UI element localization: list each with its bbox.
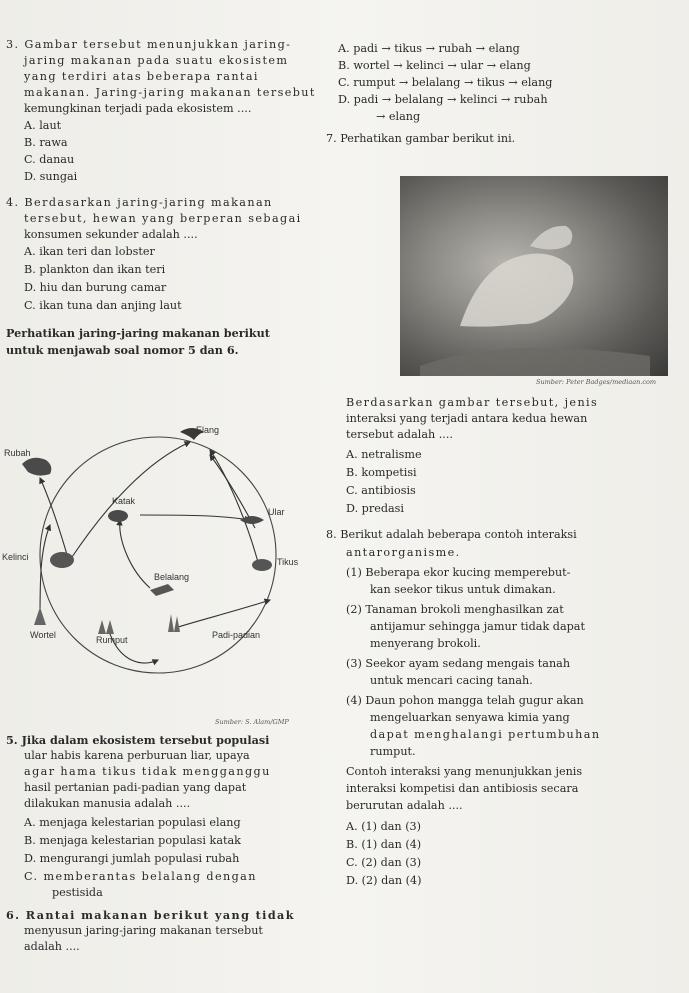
q8-line-13: rumput. bbox=[370, 745, 416, 758]
photo-caption: Sumber: Peter Badges/mediaan.com bbox=[536, 378, 657, 386]
q5-option-a[interactable]: A. menjaga kelestarian populasi elang bbox=[24, 816, 241, 829]
q4-line-1: 4. Berdasarkan jaring-jaring makanan bbox=[6, 196, 273, 209]
padi-icon bbox=[168, 614, 180, 632]
q8-line-12: dapat menghalangi pertumbuhan bbox=[370, 728, 601, 741]
q3-option-b[interactable]: B. rawa bbox=[24, 136, 68, 149]
label-belalang: Belalang bbox=[154, 572, 190, 582]
q8-line-14: Contoh interaksi yang menunjukkan jenis bbox=[346, 765, 583, 778]
arrow-padi-tikus bbox=[175, 600, 270, 628]
q8-option-d[interactable]: D. (2) dan (4) bbox=[346, 874, 422, 887]
q3-line-1: 3. Gambar tersebut menunjukkan jaring- bbox=[6, 38, 292, 51]
q4-line-2: tersebut, hewan yang berperan sebagai bbox=[24, 212, 302, 225]
q6-line-1: 6. Rantai makanan berikut yang tidak bbox=[6, 908, 295, 922]
q8-line-5: (2) Tanaman brokoli menghasilkan zat bbox=[346, 603, 564, 616]
q7-line-1: 7. Perhatikan gambar berikut ini. bbox=[326, 132, 516, 145]
label-elang: Elang bbox=[196, 425, 220, 435]
label-ular: Ular bbox=[268, 507, 285, 517]
q6-line-2: menyusun jaring-jaring makanan tersebut bbox=[24, 924, 263, 937]
q8-option-b[interactable]: B. (1) dan (4) bbox=[346, 838, 422, 851]
q3-option-d[interactable]: D. sungai bbox=[24, 170, 78, 183]
q8-line-1: 8. Berikut adalah beberapa contoh interaksi bbox=[326, 528, 577, 541]
katak-icon bbox=[108, 510, 128, 522]
q4-option-c[interactable]: C. ikan tuna dan anjing laut bbox=[24, 299, 182, 312]
animal-shape bbox=[530, 226, 572, 250]
kelinci-icon bbox=[50, 552, 74, 568]
q8-line-9: untuk mencari cacing tanah. bbox=[370, 674, 533, 687]
rumput-icon bbox=[98, 620, 114, 634]
q8-line-16: berurutan adalah .... bbox=[346, 799, 463, 812]
belalang-icon bbox=[150, 584, 174, 596]
animal-shape bbox=[460, 254, 573, 327]
q4-option-b[interactable]: B. plankton dan ikan teri bbox=[24, 263, 166, 276]
q5-line-2: ular habis karena perburuan liar, upaya bbox=[24, 749, 250, 762]
q6-option-c[interactable]: C. rumput → belalang → tikus → elang bbox=[338, 76, 553, 89]
label-kelinci: Kelinci bbox=[2, 552, 29, 562]
label-katak: Katak bbox=[112, 496, 136, 506]
q5-line-4: hasil pertanian padi-padian yang dapat bbox=[24, 781, 247, 794]
q3-line-5: kemungkinan terjadi pada ekosistem .... bbox=[24, 102, 252, 115]
web-caption: Sumber: S. Alam/GMP bbox=[215, 718, 289, 726]
rubah-icon bbox=[22, 458, 51, 476]
q8-line-8: (3) Seekor ayam sedang mengais tanah bbox=[346, 657, 571, 670]
q3-line-3: yang terdiri atas beberapa rantai bbox=[24, 70, 259, 83]
q7-option-d[interactable]: D. predasi bbox=[346, 502, 404, 515]
q8-line-6: antijamur sehingga jamur tidak dapat bbox=[370, 620, 585, 633]
food-web-diagram bbox=[0, 420, 330, 720]
label-rumput: Rumput bbox=[96, 635, 128, 645]
q8-line-2: antarorganisme. bbox=[346, 546, 461, 559]
q6-option-d-cont: → elang bbox=[376, 110, 421, 123]
tikus-icon bbox=[252, 559, 272, 571]
q5-line-1: 5. Jika dalam ekosistem tersebut populasi bbox=[6, 733, 270, 747]
q6-option-b[interactable]: B. wortel → kelinci → ular → elang bbox=[338, 59, 531, 72]
q7-after-2: interaksi yang terjadi antara kedua hewan bbox=[346, 412, 588, 425]
ground-shape bbox=[420, 348, 650, 376]
q5-option-b[interactable]: B. menjaga kelestarian populasi katak bbox=[24, 834, 241, 847]
q4-option-d[interactable]: D. hiu dan burung camar bbox=[24, 281, 167, 294]
arrow-belalang-katak bbox=[120, 520, 150, 588]
arrow-tikus-elang bbox=[210, 450, 260, 570]
q8-option-a[interactable]: A. (1) dan (3) bbox=[346, 820, 422, 833]
q5-option-c-cont: pestisida bbox=[52, 886, 103, 899]
q8-line-4: kan seekor tikus untuk dimakan. bbox=[370, 583, 556, 596]
q7-option-b[interactable]: B. kompetisi bbox=[346, 466, 417, 479]
q8-line-15: interaksi kompetisi dan antibiosis secara bbox=[346, 782, 579, 795]
q3-option-a[interactable]: A. laut bbox=[24, 119, 62, 132]
q3-line-2: jaring makanan pada suatu ekosistem bbox=[24, 54, 289, 67]
interaction-photo bbox=[400, 176, 668, 376]
label-padi: Padi-padian bbox=[212, 630, 261, 640]
q6-option-a[interactable]: A. padi → tikus → rubah → elang bbox=[338, 42, 520, 55]
q3-line-4: makanan. Jaring-jaring makanan tersebut bbox=[24, 86, 316, 99]
q7-option-c[interactable]: C. antibiosis bbox=[346, 484, 416, 497]
label-tikus: Tikus bbox=[277, 557, 299, 567]
q5-option-c[interactable]: C. memberantas belalang dengan bbox=[24, 870, 257, 883]
q3-option-c[interactable]: C. danau bbox=[24, 153, 75, 166]
q7-after-3: tersebut adalah .... bbox=[346, 428, 453, 441]
q7-after-1: Berdasarkan gambar tersebut, jenis bbox=[346, 396, 599, 409]
instruction-line-2: untuk menjawab soal nomor 5 dan 6. bbox=[6, 343, 239, 357]
q6-option-d[interactable]: D. padi → belalang → kelinci → rubah bbox=[338, 93, 548, 106]
q8-line-7: menyerang brokoli. bbox=[370, 637, 481, 650]
q4-line-3: konsumen sekunder adalah .... bbox=[24, 228, 198, 241]
q5-option-d[interactable]: D. mengurangi jumlah populasi rubah bbox=[24, 852, 240, 865]
q8-option-c[interactable]: C. (2) dan (3) bbox=[346, 856, 422, 869]
arrow-katak-ular bbox=[140, 515, 250, 520]
label-wortel: Wortel bbox=[30, 630, 56, 640]
q7-option-a[interactable]: A. netralisme bbox=[346, 448, 422, 461]
label-rubah: Rubah bbox=[4, 448, 31, 458]
q8-line-11: mengeluarkan senyawa kimia yang bbox=[370, 711, 570, 724]
q8-line-10: (4) Daun pohon mangga telah gugur akan bbox=[346, 694, 584, 707]
q8-line-3: (1) Beberapa ekor kucing memperebut- bbox=[346, 566, 571, 579]
wortel-icon bbox=[34, 607, 46, 625]
q5-line-5: dilakukan manusia adalah .... bbox=[24, 797, 191, 810]
q4-option-a[interactable]: A. ikan teri dan lobster bbox=[24, 245, 155, 258]
q6-line-3: adalah .... bbox=[24, 940, 80, 953]
instruction-line-1: Perhatikan jaring-jaring makanan berikut bbox=[6, 326, 270, 340]
q5-line-3: agar hama tikus tidak mengganggu bbox=[24, 765, 271, 778]
